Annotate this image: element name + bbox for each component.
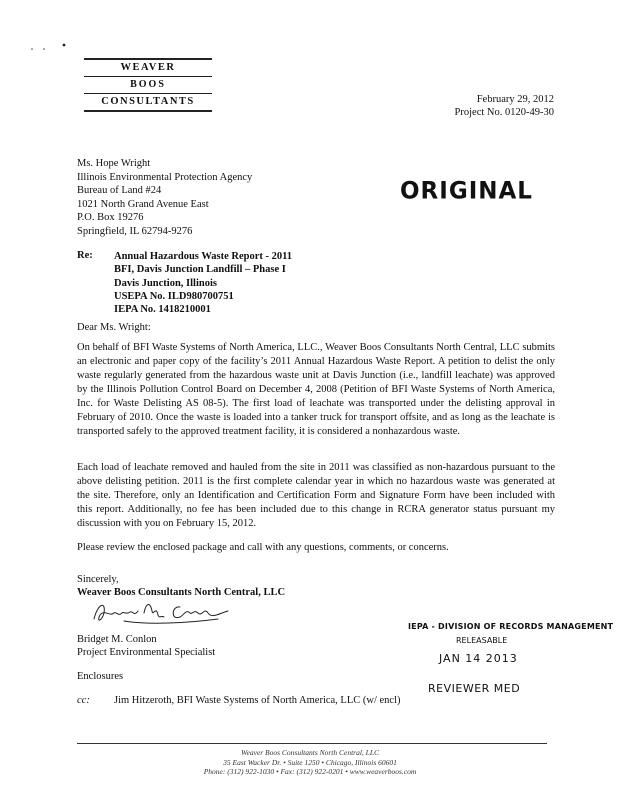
received-stamp-agency: IEPA - DIVISION OF RECORDS MANAGEMENT: [408, 622, 614, 631]
body-paragraph-2: Each load of leachate removed and hauled from the site in 2011 was classified as non-hazardous pursuant to the above delisting petition. 2011 is the first complete calendar year in which no hazardous waste was generated at the site. Therefore, only an Identification and Certification Form and Signature Form have been included with this report. Additionally, no fee has been included due to this change in RCRA generator status pursuant my discussion with you on February 15, 2012.: [77, 462, 555, 529]
recipient-city: Springfield, IL 62794-9276: [77, 225, 193, 237]
original-stamp: ORIGINAL: [400, 177, 533, 205]
re-line: IEPA No. 1418210001: [114, 304, 211, 316]
re-label: Re:: [77, 250, 93, 261]
cc-recipient: Jim Hitzeroth, BFI Waste Systems of North America, LLC (w/ encl): [114, 695, 401, 706]
recipient-po-box: P.O. Box 19276: [77, 212, 144, 223]
signer-name: Bridget M. Conlon: [77, 634, 157, 645]
re-line: USEPA No. ILD980700751: [114, 290, 234, 302]
logo-word-consultants: CONSULTANTS: [101, 96, 195, 107]
salutation: Dear Ms. Wright:: [77, 322, 151, 333]
logo-rule: [84, 76, 212, 77]
recipient-org: Illinois Environmental Protection Agency: [77, 171, 253, 183]
logo-word-weaver: WEAVER: [120, 62, 176, 73]
re-line: Davis Junction, Illinois: [114, 277, 217, 289]
project-number: Project No. 0120-49-30: [454, 107, 554, 118]
handwritten-signature: [88, 595, 238, 629]
recipient-name: Ms. Hope Wright: [77, 158, 151, 169]
logo-rule-top: [84, 58, 212, 60]
enclosures-label: Enclosures: [77, 671, 124, 682]
recipient-street: 1021 North Grand Avenue East: [77, 198, 209, 210]
closing-sincerely: Sincerely,: [77, 574, 119, 585]
received-stamp-status: RELEASABLE: [456, 636, 508, 645]
footer-company: Weaver Boos Consultants North Central, LLC: [240, 748, 380, 757]
signer-title: Project Environmental Specialist: [77, 647, 216, 658]
re-line: BFI, Davis Junction Landfill – Phase I: [114, 264, 286, 276]
logo-rule-bottom: [84, 110, 212, 112]
date-block: [455, 93, 554, 119]
letterhead-logo: [84, 58, 212, 112]
re-subject: [114, 250, 292, 316]
re-line: Annual Hazardous Waste Report - 2011: [114, 251, 293, 262]
footer-contact: Phone: (312) 922-1030 • Fax: (312) 922-0201 • www.weaverboos.com: [203, 767, 417, 776]
logo-rule: [84, 93, 212, 94]
scan-specks: [30, 38, 70, 56]
closing-company: Weaver Boos Consultants North Central, LLC: [77, 587, 286, 598]
footer-street: 35 East Wacker Dr. • Suite 1250 • Chicago, Illinois 60601: [223, 757, 397, 767]
body-paragraph-3: Please review the enclosed package and call with any questions, comments, or concerns.: [77, 542, 449, 553]
footer-divider: [77, 743, 547, 744]
recipient-bureau: Bureau of Land #24: [77, 185, 162, 196]
cc-label: cc:: [77, 695, 90, 706]
logo-word-boos: BOOS: [130, 79, 166, 90]
received-stamp-date: JAN 14 2013: [439, 652, 518, 665]
signer-block: [77, 633, 215, 659]
letter-date: February 29, 2012: [476, 94, 554, 105]
footer-address: [160, 748, 460, 777]
recipient-address: [77, 157, 252, 238]
body-paragraph-1: On behalf of BFI Waste Systems of North America, LLC., Weaver Boos Consultants North Central, LLC submits an electronic and paper copy of the facility’s 2011 Annual Hazardous Waste Report. A petition to delist the only waste regularly generated from the hazardous waste unit at Davis Junction (i.e., landfill leachate) was approved by the Illinois Pollution Control Board on December 4, 2008 (Petition of BFI Waste Systems of North America, Inc. for Waste Delisting AS 08-5). The first load of leachate was transported under the delisting approval in February of 2010. Once the waste is loaded into a tanker truck for transport offsite, and as long as the leachate is transported safely to the approved treatment facility, it is considered a nonhazardous waste.: [77, 342, 555, 437]
received-stamp-reviewer: REVIEWER MED: [428, 682, 521, 695]
